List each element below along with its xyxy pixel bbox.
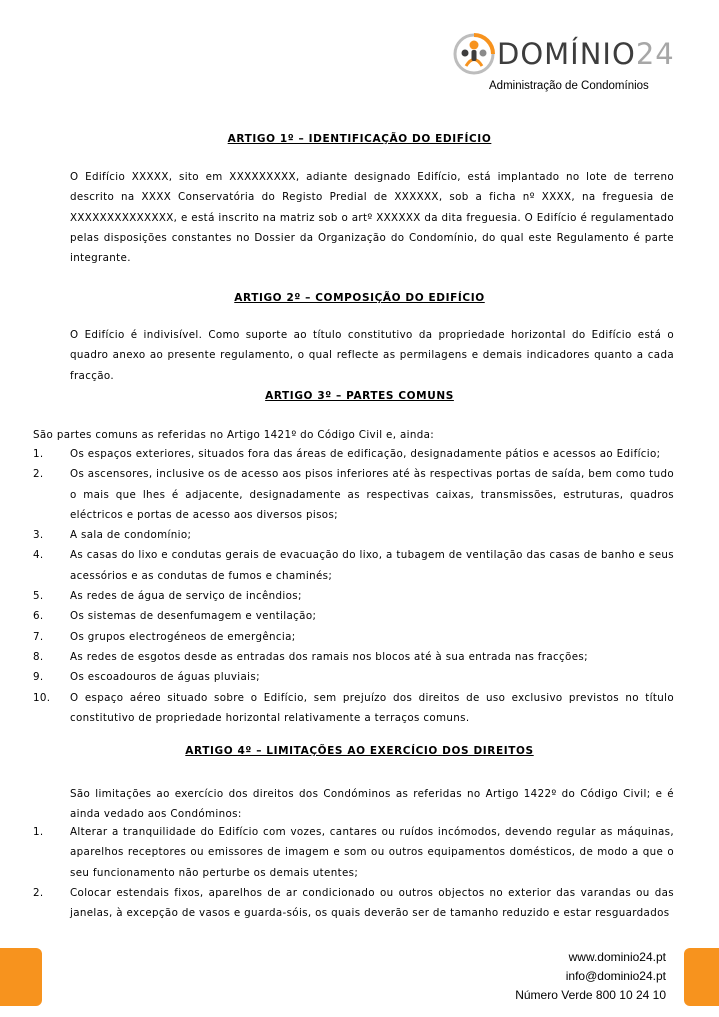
list-item-text: Os escoadouros de águas pluviais; <box>70 671 260 684</box>
list-item-number: 2. <box>33 886 44 899</box>
article-1-text: O Edifício XXXXX, sito em XXXXXXXXX, adiante designado Edifício, está implantado no lote de terreno descrito na XXXX Conservatória do Registo Predial de XXXXXX, sob a ficha nº XXXX, na freguesia de XXXXXXXXXXXXXX, e está inscrito na matriz sob o artº XXXXXX da dita freguesia. O Edifício é regulamentado pelas disposições constantes no Dossier da Organização do Condomínio, do qual este Regulamento é parte integrante. <box>70 171 674 265</box>
list-item-number: 1. <box>33 448 44 460</box>
list-item-text: As redes de esgotos desde as entradas dos ramais nos blocos até à sua entrada nas fracções; <box>70 650 588 663</box>
article-4-title: ARTIGO 4º – LIMITAÇÕES AO EXERCÍCIO DOS DIREITOS <box>185 745 534 757</box>
list-item-text: Colocar estendais fixos, aparelhos de ar condicionado ou outros objectos no exterior das varandas ou das janelas, à excepção de vasos e guarda-sóis, os quais deverão ser de tamanho reduzido e estar resguardados <box>70 886 674 920</box>
article-3-intro: São partes comuns as referidas no Artigo 1421º do Código Civil e, ainda: <box>33 429 435 441</box>
list-item <box>33 606 674 626</box>
footer-email: info@dominio24.pt <box>565 969 666 983</box>
list-item-text: Os sistemas de desenfumagem e ventilação; <box>70 610 317 623</box>
list-item <box>33 688 674 729</box>
list-item <box>33 545 674 586</box>
list-item-text: O espaço aéreo situado sobre o Edifício, sem prejuízo dos direitos de uso exclusivo previstos no título constitutivo de propriedade horizontal relativamente a terraços comuns. <box>70 691 674 724</box>
list-item-number: 8. <box>33 650 44 663</box>
logo-emblem-icon <box>453 33 495 75</box>
list-item-number: 9. <box>33 671 44 684</box>
list-item-number: 1. <box>33 826 44 838</box>
list-item-text: Os ascensores, inclusive os de acesso aos pisos inferiores até às respectivas portas de saída, bem como tudo o mais que lhes é adjacente, designadamente as respectivas caixas, transmissões, estruturas, quadros eléctricos e portas de acesso aos diversos pisos; <box>70 468 674 521</box>
article-2-text: O Edifício é indivisível. Como suporte ao título constitutivo da propriedade horizontal do Edifício está o quadro anexo ao presente regulamento, o qual reflecte as permilagens e demais indicadores quanto a cada fracção. <box>70 329 674 382</box>
list-item-text: Alterar a tranquilidade do Edifício com vozes, cantares ou ruídos incómodos, devendo regular as máquinas, aparelhos receptores ou emissores de imagem e som ou outros equipamentos domésticos, de modo a que o seu funcionamento não perturbe os demais utentes; <box>70 826 674 879</box>
list-item-number: 10. <box>33 691 51 704</box>
article-2-title: ARTIGO 2º – COMPOSIÇÃO DO EDIFÍCIO <box>234 292 485 304</box>
footer-accent-left <box>0 948 42 1006</box>
list-item <box>33 586 674 606</box>
list-item-text: A sala de condomínio; <box>70 529 192 542</box>
company-tagline: Administração de Condomínios <box>489 80 649 92</box>
list-item-number: 5. <box>33 590 44 603</box>
list-item <box>33 464 674 525</box>
list-item <box>33 822 674 883</box>
list-item <box>33 525 674 545</box>
company-logo <box>453 32 675 76</box>
logo-wordmark <box>497 32 675 76</box>
footer-phone: Número Verde 800 10 24 10 <box>515 988 666 1002</box>
list-item <box>33 444 674 464</box>
list-item <box>33 627 674 647</box>
logo-name: DOMÍNIO <box>497 37 636 71</box>
logo-number: 24 <box>635 37 675 71</box>
list-item-number: 3. <box>33 529 44 542</box>
article-3-list <box>33 444 674 728</box>
footer-contacts <box>515 948 666 1005</box>
list-item-number: 2. <box>33 468 44 481</box>
list-item <box>33 647 674 667</box>
list-item-number: 6. <box>33 610 44 623</box>
list-item-text: Os grupos electrogéneos de emergência; <box>70 630 296 643</box>
footer-website: www.dominio24.pt <box>568 950 666 964</box>
list-item-number: 4. <box>33 549 44 562</box>
list-item-text: Os espaços exteriores, situados fora das áreas de edificação, designadamente pátios e acessos ao Edifício; <box>70 448 661 460</box>
article-4-intro: São limitações ao exercício dos direitos dos Condóminos as referidas no Artigo 1422º do Código Civil; e é ainda vedado aos Condóminos: <box>70 788 674 821</box>
footer-accent-right <box>684 948 719 1006</box>
list-item-text: As casas do lixo e condutas gerais de evacuação do lixo, a tubagem de ventilação das casas de banho e seus acessórios e as condutas de fumos e chaminés; <box>70 549 674 582</box>
article-1-title: ARTIGO 1º – IDENTIFICAÇÃO DO EDIFÍCIO <box>227 133 492 145</box>
list-item <box>33 883 674 924</box>
list-item-text: As redes de água de serviço de incêndios; <box>70 590 302 603</box>
list-item-number: 7. <box>33 630 44 643</box>
article-4-list <box>33 822 674 923</box>
list-item <box>33 667 674 687</box>
article-3-title: ARTIGO 3º – PARTES COMUNS <box>265 390 454 402</box>
